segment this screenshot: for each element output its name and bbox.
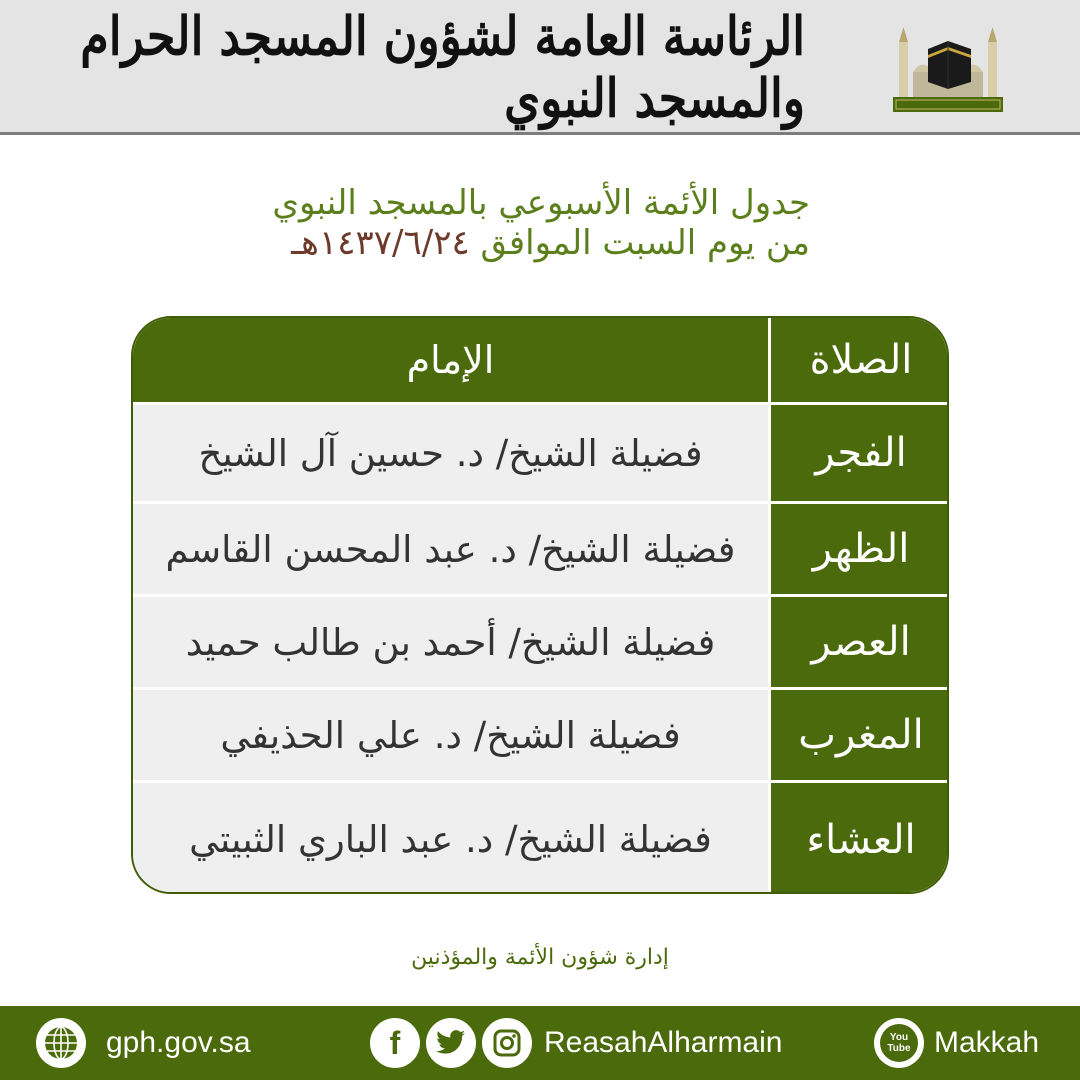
imam-schedule-table [131,316,949,894]
globe-icon [36,1018,86,1068]
imam-cell: فضيلة الشيخ/ د. عبد المحسن القاسم [133,504,768,594]
prayer-column [771,318,949,894]
imam-cell: فضيلة الشيخ/ د. علي الحذيفي [133,690,768,780]
instagram-icon[interactable] [482,1018,532,1068]
website-text: gph.gov.sa [106,1026,251,1059]
twitter-icon[interactable] [426,1018,476,1068]
imam-cell: فضيلة الشيخ/ أحمد بن طالب حميد [133,597,768,687]
schedule-title: جدول الأئمة الأسبوعي بالمسجد النبوي [272,183,810,223]
youtube-link[interactable] [874,1006,1039,1080]
imam-cell: فضيلة الشيخ/ د. عبد الباري الثبيتي [133,783,768,894]
prayer-cell: العشاء [771,783,949,894]
footer-bar [0,1006,1080,1080]
social-handle[interactable]: ReasahAlharmain [544,1026,783,1059]
schedule-heading [272,183,810,263]
facebook-icon[interactable]: f [370,1018,420,1068]
hijri-date: ١٤٣٧/٦/٢٤هـ [291,223,470,263]
website-link[interactable] [36,1006,251,1080]
youtube-text: Makkah [934,1026,1040,1059]
prayer-cell: الظهر [771,504,949,594]
prayer-column-header: الصلاة [771,318,949,402]
imam-cell: فضيلة الشيخ/ د. حسين آل الشيخ [133,405,768,501]
social-links [370,1006,782,1080]
schedule-date-line [272,223,810,263]
date-prefix: من يوم السبت الموافق [480,223,810,263]
prayer-cell: العصر [771,597,949,687]
kaaba-logo-icon [893,27,1003,112]
department-name: إدارة شؤون الأئمة والمؤذنين [411,945,669,970]
imam-column-header: الإمام [133,318,768,402]
prayer-cell: المغرب [771,690,949,780]
header-band [0,0,1080,135]
organization-title: الرئاسة العامة لشؤون المسجد الحرام والمسجد النبوي [80,4,805,130]
prayer-cell: الفجر [771,405,949,501]
youtube-icon: You Tube [874,1018,924,1068]
